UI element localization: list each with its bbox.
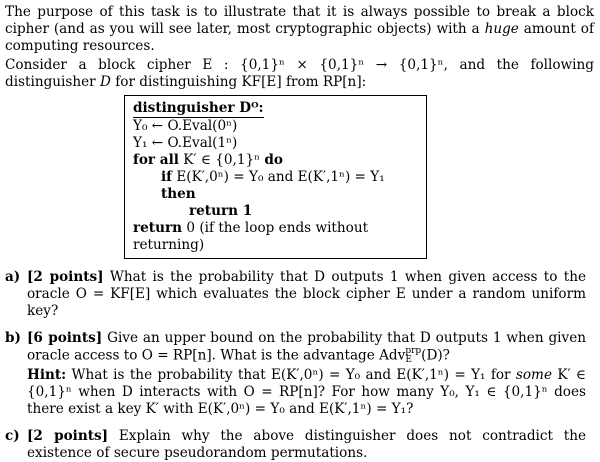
keyword-do: do — [264, 152, 283, 168]
cipher-definition: Consider a block cipher E : {0,1}ⁿ × {0,1}ⁿ → {0,1}ⁿ, and the following distinguisher — [5, 57, 594, 90]
question-label: a) — [5, 269, 21, 285]
question-body — [27, 330, 594, 418]
hint-text-end: K′ ∈ {0,1}ⁿ when D interacts with O = RP[n]? For how many Y₀, Y₁ ∈ {0,1}ⁿ does there exist a key K′ with E(K′,0ⁿ) = Y₀ and E(K′,1ⁿ) = Y₁? — [27, 367, 586, 417]
intro-paragraph — [5, 4, 594, 55]
distinguisher-symbol: D — [100, 74, 111, 90]
return-zero-text: 0 (if the loop ends without returning) — [133, 220, 369, 253]
keyword-for: for all — [133, 152, 179, 168]
return-one: return 1 — [189, 203, 253, 219]
question-body — [27, 428, 594, 462]
intro-text-end: amount of computing resources. — [5, 21, 594, 54]
cipher-purpose: for distinguishing KF[E] from RP[n]: — [110, 74, 367, 90]
algorithm-line-y1: Y₁ ← O.Eval(1ⁿ) — [133, 135, 238, 151]
question-text: What is the probability that D outputs 1 when given access to the oracle O = KF[E] which evaluates the block cipher E under a random uniform key? — [27, 269, 587, 319]
question-text-end: (D)? — [421, 347, 450, 364]
hint-emphasis: some — [515, 367, 552, 383]
keyword-return: return — [133, 220, 183, 236]
keyword-then: then — [161, 186, 196, 202]
question-points: [2 points] — [27, 428, 109, 444]
algorithm-box — [124, 95, 427, 259]
algorithm-return-0 — [133, 220, 418, 254]
hint-text: What is the probability that E(K′,0ⁿ) = Y₀ and E(K′,1ⁿ) = Y₁ for — [66, 367, 516, 383]
if-condition: E(K′,0ⁿ) = Y₀ and E(K′,1ⁿ) = Y₁ — [172, 169, 385, 185]
algorithm-line-y0: Y₀ ← O.Eval(0ⁿ) — [133, 118, 238, 134]
question-points: [2 points] — [27, 269, 104, 285]
advantage-subscript: E — [405, 355, 412, 365]
question-a — [5, 269, 594, 320]
algorithm-return-1 — [133, 203, 418, 220]
hint-label: Hint: — [27, 367, 67, 383]
question-points: [6 points] — [27, 330, 103, 346]
algorithm-if — [133, 169, 418, 203]
question-label: c) — [5, 428, 20, 444]
question-text: Give an upper bound on the probability that D outputs 1 when given oracle access to O = RP[n]. What is the advantage Adv — [27, 330, 586, 364]
algorithm-for-loop — [133, 152, 418, 169]
question-text: Explain why the above distinguisher does not contradict the existence of secure pseudorandom permutations. — [27, 428, 586, 461]
algorithm-header: distinguisher Dᴼ: — [133, 100, 264, 116]
advantage-superscript: prp — [405, 346, 422, 356]
for-condition: K′ ∈ {0,1}ⁿ — [178, 152, 265, 168]
keyword-if: if — [161, 169, 173, 185]
cipher-paragraph — [5, 57, 594, 91]
hint-paragraph — [27, 367, 586, 418]
intro-text: The purpose of this task is to illustrate that it is always possible to break a block cipher (and as you will see later, most cryptographic objects) with a — [5, 4, 594, 37]
question-body — [27, 269, 594, 320]
question-b — [5, 330, 594, 418]
intro-emphasis: huge — [484, 21, 519, 37]
question-c — [5, 428, 594, 462]
question-label: b) — [5, 330, 21, 346]
